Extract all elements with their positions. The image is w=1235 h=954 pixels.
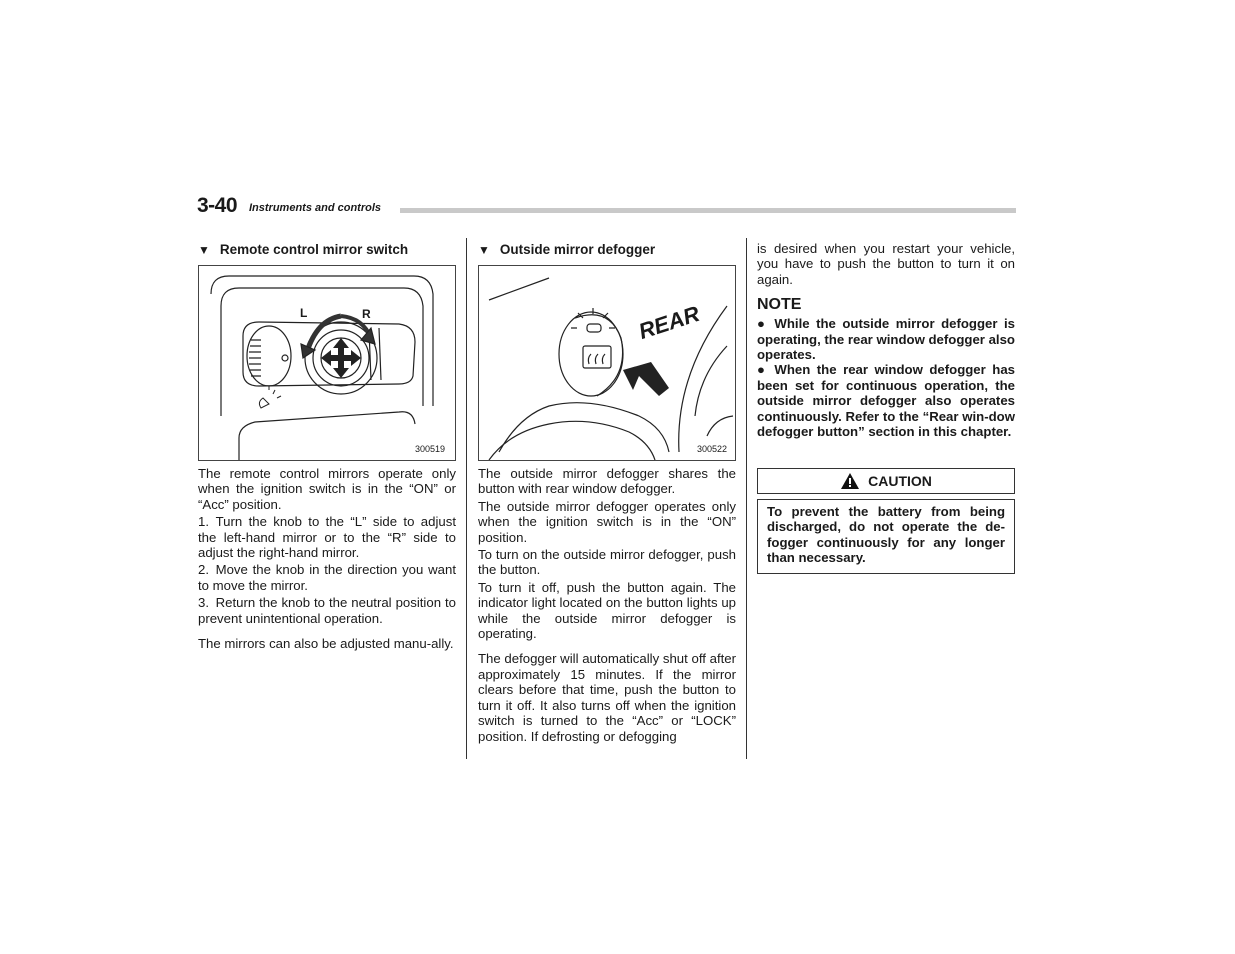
step-3: 3. Return the knob to the neutral position to prevent unintentional operation. bbox=[198, 595, 456, 626]
label-l: L bbox=[300, 306, 308, 320]
paragraph: To turn on the outside mirror defogger, push the button. bbox=[478, 547, 736, 578]
defogger-figure bbox=[478, 265, 736, 461]
note-title: NOTE bbox=[757, 296, 802, 314]
column-2-text bbox=[478, 466, 736, 744]
continuation-paragraph: is desired when you restart your vehicle, you have to push the button to turn it on again. bbox=[757, 241, 1015, 287]
note-item: ● While the outside mirror defogger is operating, the rear window defogger also operates. bbox=[757, 316, 1015, 363]
figure-code: 300522 bbox=[697, 444, 728, 454]
caution-title: CAUTION bbox=[868, 473, 932, 489]
mirror-switch-figure bbox=[198, 265, 456, 461]
column-1-text bbox=[198, 466, 456, 651]
defogger-button-illustration bbox=[479, 266, 735, 460]
note-item: ● When the rear window defogger has been set for continuous operation, the outside mirror defogger also operates continuously. Refer to the “Rear win-dow defogger button” section in this chapter. bbox=[757, 362, 1015, 440]
caution-box bbox=[757, 468, 1015, 574]
heading-outside-defogger: ▼ Outside mirror defogger bbox=[478, 242, 656, 257]
column-divider bbox=[466, 238, 467, 759]
section-title: Instruments and controls bbox=[249, 202, 382, 214]
paragraph: The defogger will automatically shut off after approximately 15 minutes. If the mirror clears before that time, push the button to turn it off. It also turns off when the ignition switch is turned to the “Acc” or “LOCK” position. If defrosting or defogging bbox=[478, 651, 736, 744]
paragraph: The outside mirror defogger shares the button with rear window defogger. bbox=[478, 466, 736, 497]
heading-remote-mirror: ▼ Remote control mirror switch bbox=[198, 242, 409, 257]
figure-code: 300519 bbox=[415, 444, 446, 454]
rear-label: REAR bbox=[635, 301, 703, 345]
step-1: 1. Turn the knob to the “L” side to adjust the left-hand mirror or to the “R” side to adjust the right-hand mirror. bbox=[198, 514, 456, 561]
triangle-bullet-icon: ▼ bbox=[478, 242, 490, 257]
warning-triangle-icon bbox=[840, 472, 860, 490]
page-number: 3-40 bbox=[197, 194, 238, 217]
paragraph: The mirrors can also be adjusted manu-ally. bbox=[198, 636, 454, 652]
mirror-switch-illustration bbox=[199, 266, 455, 460]
paragraph: The remote control mirrors operate only when the ignition switch is in the “ON” or “Acc” position. bbox=[198, 466, 456, 512]
paragraph: The outside mirror defogger operates only when the ignition switch is in the “ON” position. bbox=[478, 498, 736, 545]
caution-header bbox=[757, 468, 1015, 494]
triangle-bullet-icon: ▼ bbox=[198, 242, 210, 257]
caution-text: To prevent the battery from being discharged, do not operate the de-fogger continuously for any longer than necessary. bbox=[757, 499, 1015, 574]
column-divider bbox=[746, 238, 747, 759]
paragraph: To turn it off, push the button again. The indicator light located on the button lights up while the outside mirror defogger is operating. bbox=[478, 579, 736, 642]
label-r: R bbox=[362, 307, 371, 321]
column-3-text bbox=[757, 241, 1015, 439]
header-rule bbox=[400, 208, 1016, 213]
step-2: 2. Move the knob in the direction you want to move the mirror. bbox=[198, 562, 456, 593]
